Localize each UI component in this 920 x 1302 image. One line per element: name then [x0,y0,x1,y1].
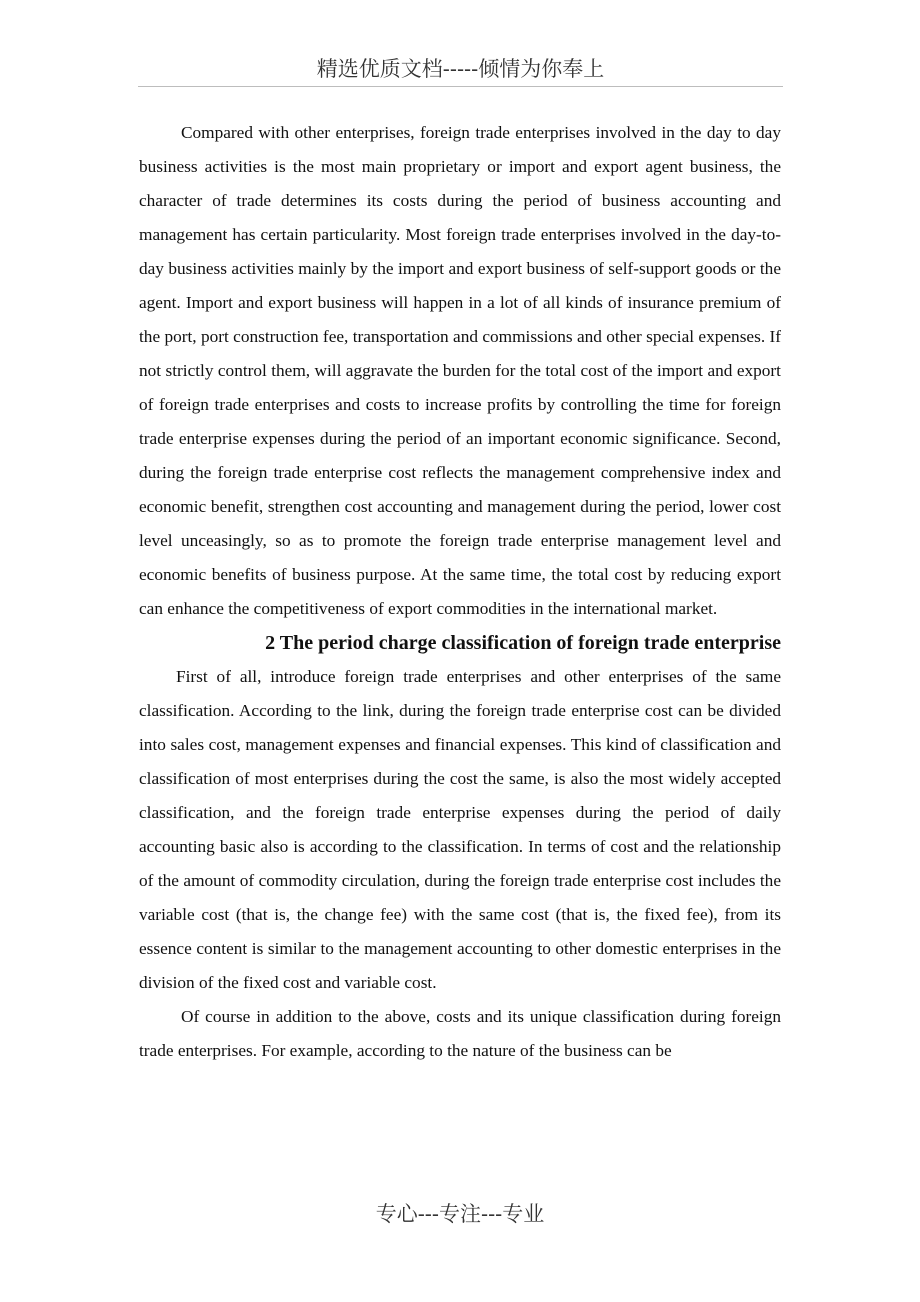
document-body [139,116,781,1068]
paragraph-classification: First of all, introduce foreign trade enterprises and other enterprises of the same classification. According to the link, during the foreign trade enterprise cost can be divided into sales cost, management expenses and financial expenses. This kind of classification and classification of most enterprises during the cost the same, is also the most widely accepted classification, and the foreign trade enterprise expenses during the period of daily accounting basic also is according to the classification. In terms of cost and the relationship of the amount of commodity circulation, during the foreign trade enterprise cost includes the variable cost (that is, the change fee) with the same cost (that is, the fixed fee), from its essence content is similar to the management accounting to other domestic enterprises in the division of the fixed cost and variable cost. [139,667,781,992]
section-heading: 2 The period charge classification of foreign trade enterprise [265,632,781,654]
page-header: 精选优质文档-----倾情为你奉上 [138,54,783,87]
paragraph-unique-classification: Of course in addition to the above, costs and its unique classification during foreign trade enterprises. For example, according to the nature of the business can be [139,1007,781,1060]
page-footer: 专心---专注---专业 [375,1202,545,1226]
paragraph-intro: Compared with other enterprises, foreign trade enterprises involved in the day to day business activities is the most main proprietary or import and export agent business, the character of trade determines its costs during the period of business accounting and management has certain particularity. Most foreign trade enterprises involved in the day-to-day business activities mainly by the import and export business of self-support goods or the agent. Import and export business will happen in a lot of all kinds of insurance premium of the port, port construction fee, transportation and commissions and other special expenses. If not strictly control them, will aggravate the burden for the total cost of the import and export of foreign trade enterprises and costs to increase profits by controlling the time for foreign trade enterprise expenses during the period of an important economic significance. Second, during the foreign trade enterprise cost reflects the management comprehensive index and economic benefit, strengthen cost accounting and management during the period, lower cost level unceasingly, so as to promote the foreign trade enterprise management level and economic benefits of business purpose. At the same time, the total cost by reducing export can enhance the competitiveness of export commodities in the international market. [139,123,781,618]
